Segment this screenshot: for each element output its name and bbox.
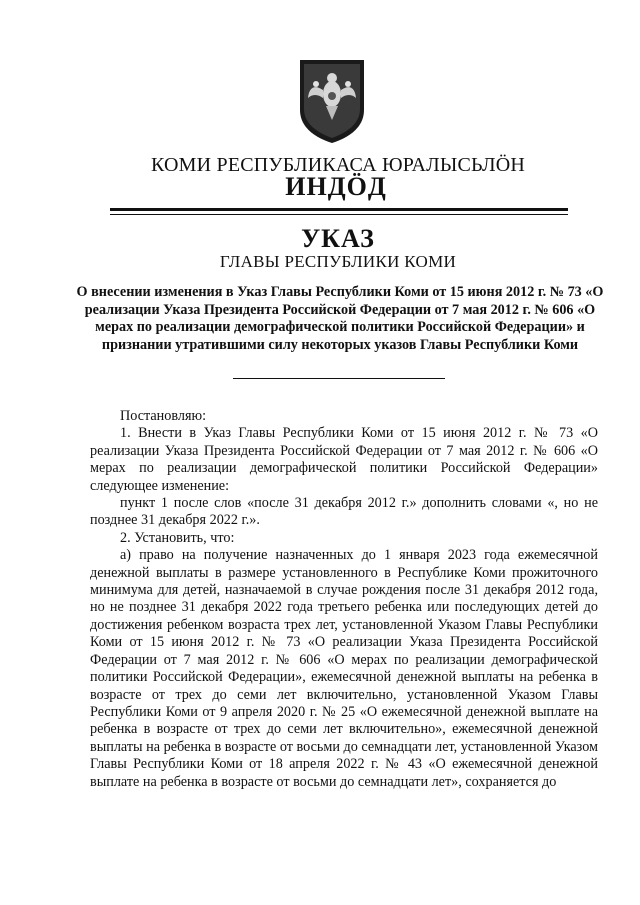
coat-of-arms-komi-icon (296, 58, 368, 144)
paragraph-preamble: Постановляю: (120, 408, 207, 424)
document-title: О внесении изменения в Указ Главы Республики Коми от 15 июня 2012 г. № 73 «О реализации Указа Президента Российской Федерации от 7 мая 2012 г. № 606 «О мерах по реализации демографической политики Российской Федерации» и признании утратившими силу некоторых указов Главы Республики Коми (76, 284, 604, 353)
paragraph-item-2: 2. Установить, что: (120, 529, 235, 546)
header-divider-thin (110, 214, 568, 215)
document-author: ГЛАВЫ РЕСПУБЛИКИ КОМИ (219, 252, 457, 271)
document-body (90, 408, 598, 791)
republic-name: КОМИ РЕСПУБЛИКАСА ЮРАЛЫСЬЛӦН (150, 154, 525, 176)
title-underline (233, 378, 445, 379)
paragraph-amendment: пункт 1 после слов «после 31 декабря 2012 г.» дополнить словами «, но не позднее 31 декабря 2022 г.». (90, 495, 598, 529)
header-divider-thick (110, 208, 568, 211)
paragraph-item-1: 1. Внести в Указ Главы Республики Коми от 15 июня 2012 г. № 73 «О реализации Указа Президента Российской Федерации от 7 мая 2012 г. № 606 «О мерах по реализации демографической политики Российской Федерации» следующее изменение: (90, 425, 598, 494)
document-name-komi: ИНДӦД (285, 172, 387, 201)
document-type: УКАЗ (301, 224, 375, 253)
paragraph-item-2a: а) право на получение назначенных до 1 января 2023 года ежемесячной денежной выплаты в размере установленного в Республике Коми прожиточного минимума для детей, назначаемой в случае рождения после 31 декабря 2012 года, но не позднее 31 декабря 2022 года третьего ребенка или последующих детей до достижения ребенком возраста трех лет, установленной Указом Главы Республики Коми от 15 июня 2012 г. № 73 «О реализации Указа Президента Российской Федерации от 7 мая 2012 г. № 606 «О мерах по реализации демографической политики Российской Федерации», ежемесячной денежной выплаты на ребенка в возрасте от трех до семи лет включительно, установленной Указом Главы Республики Коми от 9 апреля 2020 г. № 25 «О ежемесячной денежной выплате на ребенка в возрасте от трех до семи лет включительно», ежемесячной денежной выплаты на ребенка в возрасте от восьми до семнадцати лет, установленной Указом Главы Республики Коми от 18 апреля 2022 г. № 43 «О ежемесячной денежной выплате на ребенка в возрасте от восьми до семнадцати лет», сохраняется до (90, 547, 598, 790)
